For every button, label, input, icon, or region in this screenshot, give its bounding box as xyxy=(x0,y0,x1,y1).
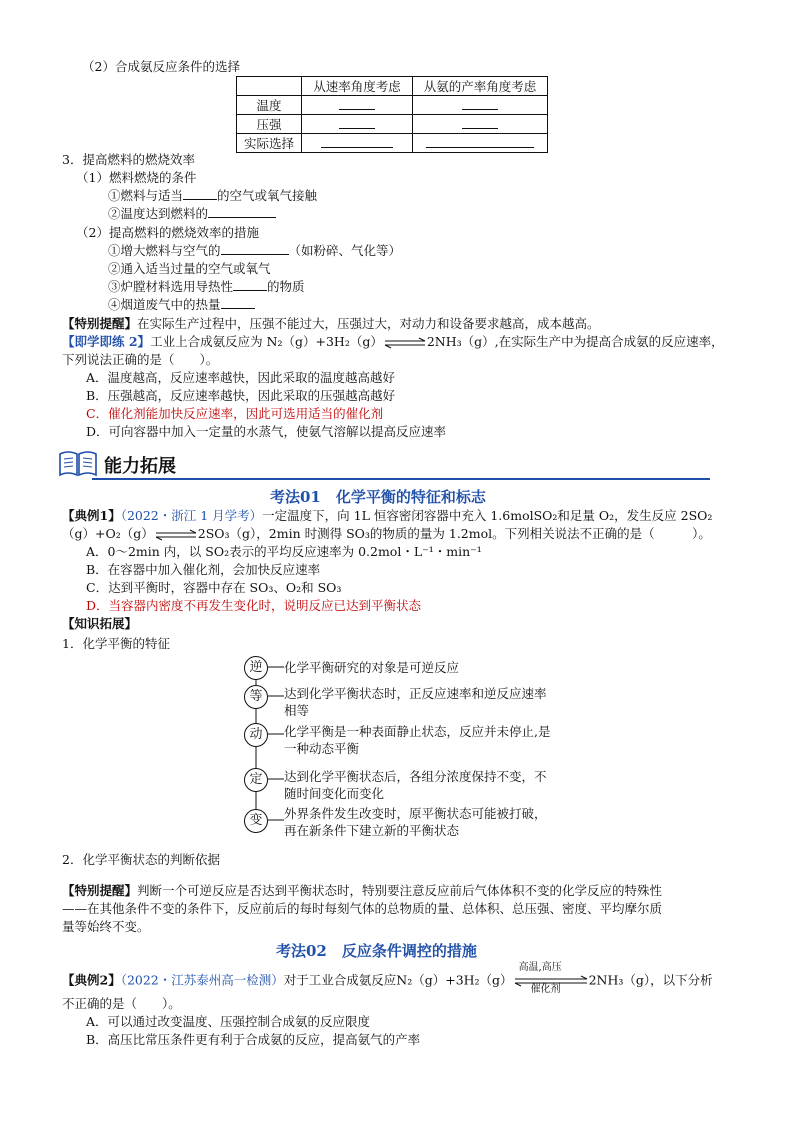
list-item: ②温度达到燃料的 xyxy=(108,206,276,222)
special-tip: 【特别提醒】在实际生产过程中，压强不能过大，压强过大，对动力和设备要求越高，成本越高。 xyxy=(62,316,600,331)
ability-section-title: 能力拓展 xyxy=(104,456,176,477)
equilibrium-arrow-icon xyxy=(383,337,427,349)
table-corner xyxy=(237,77,302,96)
condition-label: 催化剂 xyxy=(530,984,561,995)
option-a: A．0～2min 内，以 SO₂表示的平均反应速率为 0.2mol・L⁻¹・min⁻¹ xyxy=(86,544,482,559)
table-blank-cell xyxy=(302,115,413,134)
practice-question: 【即学即练 2】工业上合成氨反应为 N₂（g）+3H₂（g） 2NH₃（g）,在实际生产中为提高合成氨的反应速率， xyxy=(62,334,724,349)
special-tip-line: ——在其他条件不变的条件下，反应前后的每时每刻气体的总物质的量、总体积、总压强、密度、平均摩尔质 xyxy=(62,901,663,916)
example-question-line: （g）+O₂（g） 2SO₃（g），2min 时测得 SO₃的物质的量为 1.2mol。下列相关说法不正确的是（ ）。 xyxy=(62,526,711,541)
table-row-label: 压强 xyxy=(237,115,302,134)
open-book-icon xyxy=(58,448,98,481)
method-title: 考法01 化学平衡的特征和标志 xyxy=(270,488,486,506)
option-d-answer: D．当容器内密度不再发生变化时，说明反应已达到平衡状态 xyxy=(86,598,422,613)
list-item: ①燃料与适当 的空气或氧气接触 xyxy=(108,188,318,203)
option-b: B．压强越高，反应速率越快，因此采取的压强越高越好 xyxy=(86,388,396,403)
table-header: 从氨的产率角度考虑 xyxy=(413,77,548,96)
practice-question-line: 下列说法正确的是（ ）。 xyxy=(62,352,219,367)
section-heading: （2）合成氨反应条件的选择 xyxy=(82,59,240,74)
feature-char: 逆 xyxy=(244,656,268,680)
example-question: 【典例2】（2022・江苏泰州高一检测）对于工业合成氨反应N₂（g）+3H₂（g） 高温,高压 催化剂 2NH₃（g），以下分析 xyxy=(62,962,713,995)
table-blank-cell xyxy=(413,96,548,115)
feature-char: 变 xyxy=(244,809,268,833)
equilibrium-arrow-icon xyxy=(154,529,198,541)
table-blank-cell xyxy=(413,115,548,134)
condition-table xyxy=(236,76,548,153)
option-c: C．达到平衡时，容器中存在 SO₃、O₂和 SO₃ xyxy=(86,580,342,595)
option-d: D．可向容器中加入一定量的水蒸气，使氨气溶解以提高反应速率 xyxy=(86,424,447,439)
option-a: A．可以通过改变温度、压强控制合成氨的反应限度 xyxy=(86,1014,371,1029)
table-blank-cell xyxy=(413,134,548,153)
method-title: 考法02 反应条件调控的措施 xyxy=(276,942,477,960)
list-item: ③炉膛材料选用导热性 的物质 xyxy=(108,279,305,294)
special-tip: 【特别提醒】判断一个可逆反应是否达到平衡状态时，特别要注意反应前后气体体积不变的化学反应的特殊性 xyxy=(62,883,663,898)
feature-char: 动 xyxy=(244,723,268,747)
table-blank-cell xyxy=(302,96,413,115)
basis-heading: 2．化学平衡状态的判断依据 xyxy=(62,852,220,867)
section-heading: 3．提高燃料的燃烧效率 xyxy=(62,152,195,167)
table-blank-cell xyxy=(302,134,413,153)
equilibrium-feature-diagram xyxy=(244,655,564,845)
list-item: ④烟道废气中的热量 xyxy=(108,297,255,313)
feature-char: 等 xyxy=(244,685,268,709)
feature-heading: 1．化学平衡的特征 xyxy=(62,636,170,651)
feature-char: 定 xyxy=(244,768,268,792)
condition-label: 高温,高压 xyxy=(518,962,562,973)
example-question: 【典例1】（2022・浙江 1 月学考）一定温度下，向 1L 恒容密闭容器中充入 1.6molSO₂和足量 O₂，发生反应 2SO₂ xyxy=(62,508,713,523)
table-row-label: 实际选择 xyxy=(237,134,302,153)
option-c-answer: C．催化剂能加快反应速率，因此可选用适当的催化剂 xyxy=(86,406,384,421)
special-tip-line: 量等始终不变。 xyxy=(62,919,150,934)
header-divider xyxy=(92,478,710,480)
catalyst-arrow xyxy=(513,962,589,995)
feature-text: 达到化学平衡状态后，各组分浓度保持不变，不随时间变化而变化 xyxy=(284,769,547,801)
feature-text: 达到化学平衡状态时，正反应速率和逆反应速率相等 xyxy=(284,686,547,718)
knowledge-label: 【知识拓展】 xyxy=(62,616,138,631)
list-item: ①增大燃料与空气的 （如粉碎、气化等） xyxy=(108,243,402,258)
feature-text: 化学平衡是一种表面静止状态，反应并未停止,是一种动态平衡 xyxy=(284,724,551,756)
feature-text: 化学平衡研究的对象是可逆反应 xyxy=(284,660,460,675)
feature-text: 外界条件发生改变时，原平衡状态可能被打破，再在新条件下建立新的平衡状态 xyxy=(284,806,547,838)
option-b: B．高压比常压条件更有利于合成氨的反应，提高氨气的产率 xyxy=(86,1032,421,1047)
example-question-line: 不正确的是（ ）。 xyxy=(62,996,181,1011)
subheading: （1）燃料燃烧的条件 xyxy=(76,170,197,185)
option-b: B．在容器中加入催化剂，会加快反应速率 xyxy=(86,562,321,577)
table-row-label: 温度 xyxy=(237,96,302,115)
subheading: （2）提高燃料的燃烧效率的措施 xyxy=(76,225,259,240)
list-item: ②通入适当过量的空气或氧气 xyxy=(108,261,271,276)
option-a: A．温度越高，反应速率越快，因此采取的温度越高越好 xyxy=(86,370,396,385)
table-header: 从速率角度考虑 xyxy=(302,77,413,96)
